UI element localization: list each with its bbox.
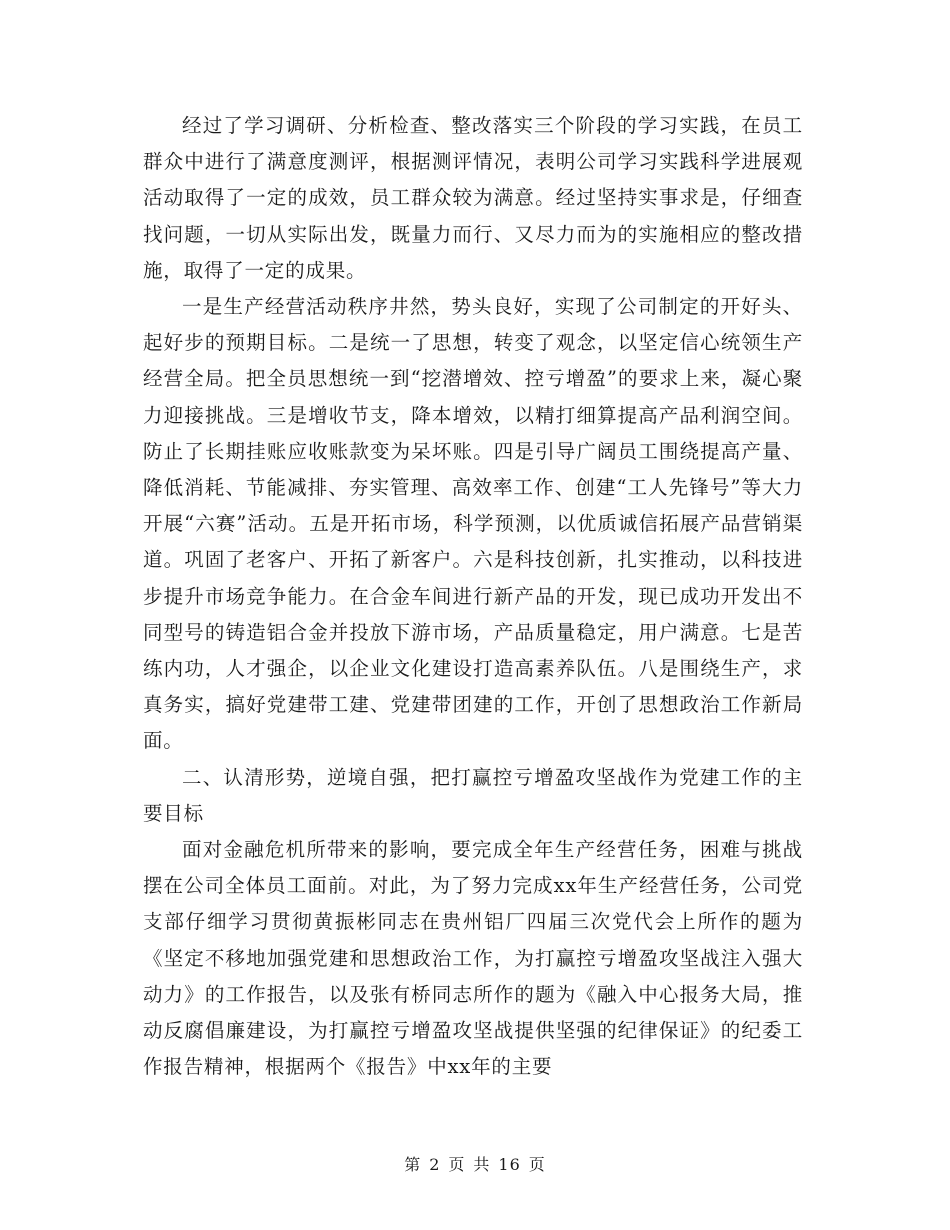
footer-total-word: 共: [473, 1155, 491, 1174]
footer-prefix: 第: [404, 1155, 422, 1174]
footer-suffix: 页: [528, 1155, 546, 1174]
footer-page-word: 页: [448, 1155, 466, 1174]
paragraph-3: 面对金融危机所带来的影响，要完成全年生产经营任务，困难与挑战摆在公司全体员工面前。对此，为了努力完成xx年生产经营任务，公司党支部仔细学习贯彻黄振彬同志在贵州铝厂四届三次党代会上所作的题为《坚定不移地加强党建和思想政治工作，为打赢控亏增盈攻坚战注入强大动力》的工作报告，以及张有桥同志所作的题为《融入中心报务大局，推动反腐倡廉建设，为打赢控亏增盈攻坚战提供坚强的纪律保证》的纪委工作报告精神，根据两个《报告》中xx年的主要: [143, 838, 803, 1079]
footer-total-pages: 16: [498, 1155, 521, 1174]
footer-current-page: 2: [429, 1155, 441, 1174]
paragraph-1: 经过了学习调研、分析检查、整改落实三个阶段的学习实践，在员工群众中进行了满意度测评，根据测评情况，表明公司学习实践科学进展观活动取得了一定的成效，员工群众较为满意。经过坚持实事求是，仔细查找问题，一切从实际出发，既量力而行、又尽力而为的实施相应的整改措施，取得了一定的成果。: [143, 114, 803, 282]
section-heading: 二、认清形势，逆境自强，把打赢控亏增盈攻坚战作为党建工作的主要目标: [143, 765, 803, 825]
document-body: [143, 108, 803, 1085]
page-number-footer: [0, 1152, 950, 1175]
paragraph-2: 一是生产经营活动秩序井然，势头良好，实现了公司制定的开好头、起好步的预期目标。二是统一了思想，转变了观念，以坚定信心统领生产经营全局。把全员思想统一到“挖潜增效、控亏增盈”的要求上来，凝心聚力迎接挑战。三是增收节支，降本增效，以精打细算提高产品利润空间。防止了长期挂账应收账款变为呆坏账。四是引导广阔员工围绕提高产量、降低消耗、节能减排、夯实管理、高效率工作、创建“工人先锋号”等大力开展“六赛”活动。五是开拓市场，科学预测，以优质诚信拓展产品营销渠道。巩固了老客户、开拓了新客户。六是科技创新，扎实推动，以科技进步提升市场竞争能力。在合金车间进行新产品的开发，现已成功开发出不同型号的铸造铝合金并投放下游市场，产品质量稳定，用户满意。七是苦练内功，人才强企，以企业文化建设打造高素养队伍。八是围绕生产，求真务实，搞好党建带工建、党建带团建的工作，开创了思想政治工作新局面。: [143, 295, 803, 753]
